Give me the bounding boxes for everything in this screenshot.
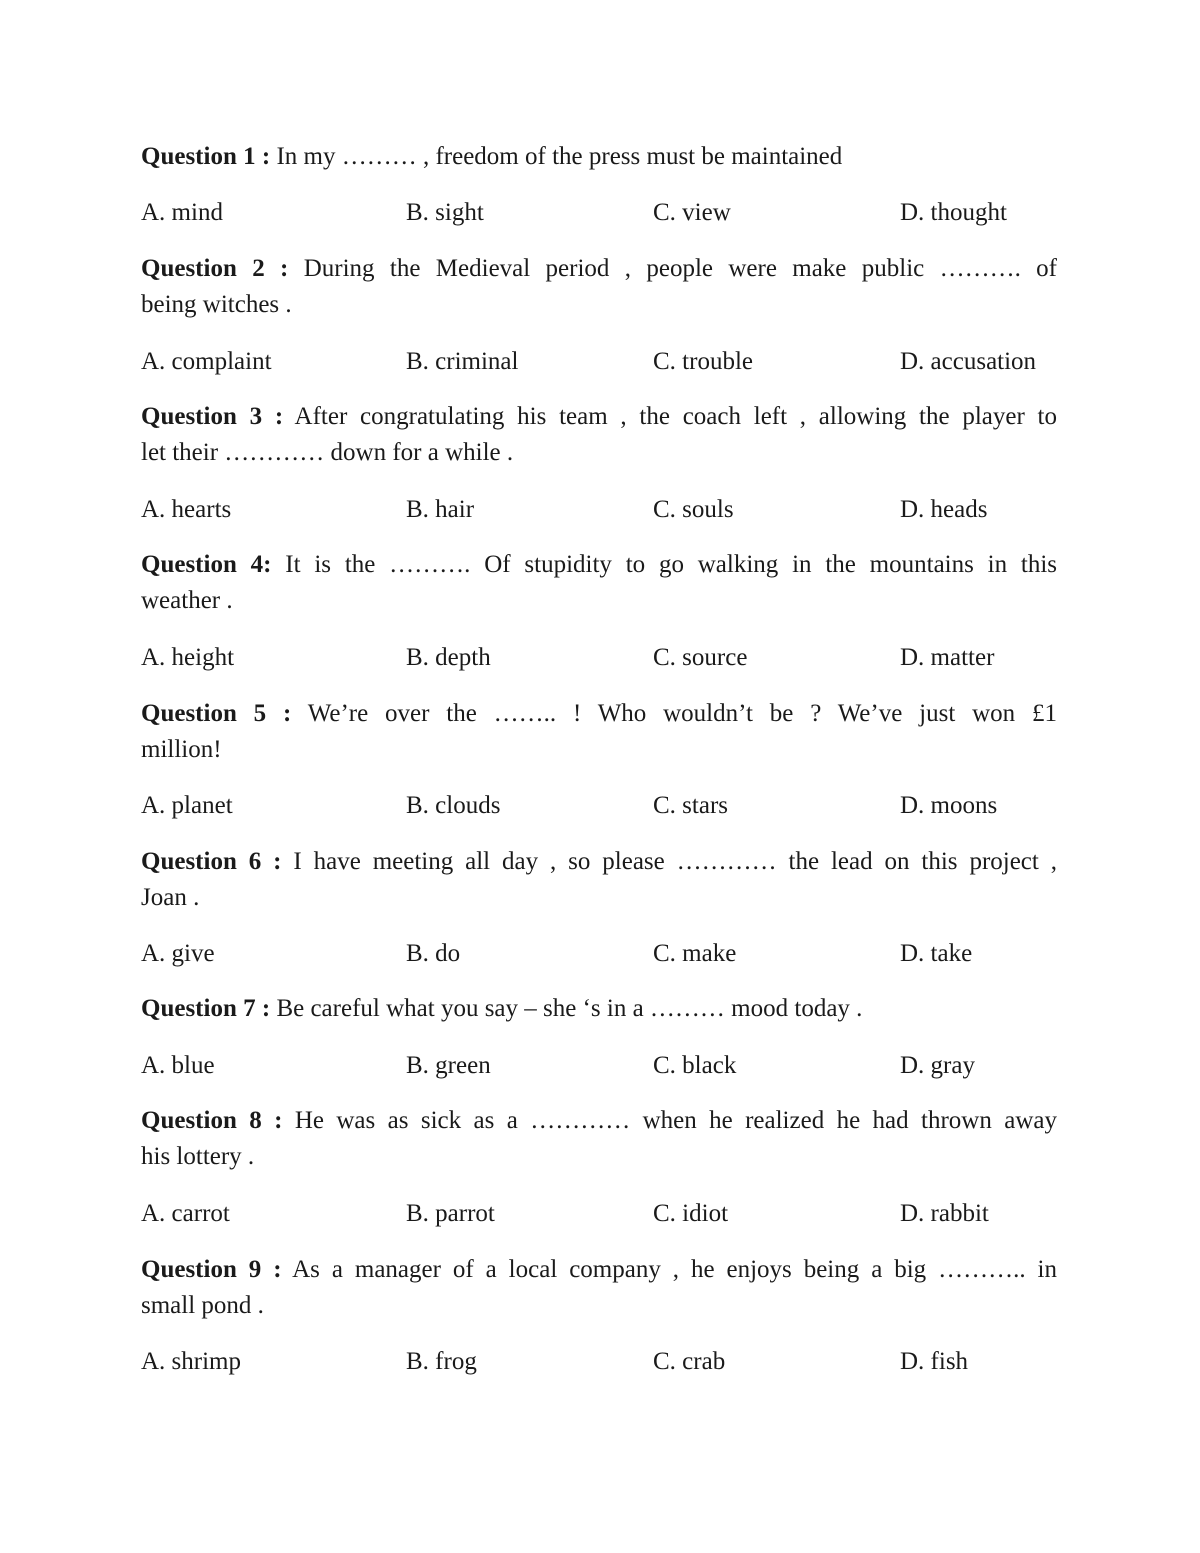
question-text: It is the ………. Of stupidity to go walking in the mountains in this <box>285 551 1058 578</box>
question-text: I have meeting all day , so please ………… the lead on this project , <box>293 848 1057 875</box>
option-a[interactable]: A. shrimp <box>141 1348 241 1375</box>
option-c[interactable]: C. crab <box>653 1348 726 1375</box>
option-c[interactable]: C. make <box>653 940 737 967</box>
question-4 <box>141 547 1057 619</box>
option-b[interactable]: B. parrot <box>406 1200 495 1227</box>
option-d[interactable]: D. accusation <box>900 348 1037 375</box>
question-7 <box>141 991 1057 1027</box>
question-label: Question 4: <box>141 551 272 578</box>
option-a[interactable]: A. blue <box>141 1052 215 1079</box>
option-a[interactable]: A. carrot <box>141 1200 230 1227</box>
question-line-2: let their ………… down for a while . <box>141 439 514 466</box>
question-6-options <box>141 936 1141 972</box>
option-b[interactable]: B. green <box>406 1052 491 1079</box>
question-label: Question 8 : <box>141 1107 283 1134</box>
option-a[interactable]: A. complaint <box>141 348 272 375</box>
option-c[interactable]: C. source <box>653 644 748 671</box>
option-d[interactable]: D. rabbit <box>900 1200 989 1227</box>
question-line-1 <box>141 1252 1057 1288</box>
option-b[interactable]: B. hair <box>406 496 475 523</box>
question-8 <box>141 1103 1057 1175</box>
question-line-1 <box>141 251 1057 287</box>
option-b[interactable]: B. do <box>406 940 461 967</box>
question-text: Be careful what you say – she ‘s in a ……… mood today . <box>276 995 863 1022</box>
question-line-1 <box>141 547 1057 583</box>
question-4-options <box>141 640 1141 676</box>
option-c[interactable]: C. idiot <box>653 1200 729 1227</box>
option-b[interactable]: B. frog <box>406 1348 477 1375</box>
option-c[interactable]: C. stars <box>653 792 728 819</box>
option-a[interactable]: A. planet <box>141 792 233 819</box>
option-d[interactable]: D. moons <box>900 792 998 819</box>
option-d[interactable]: D. matter <box>900 644 995 671</box>
question-label: Question 1 : <box>141 143 271 170</box>
question-label: Question 6 : <box>141 848 282 875</box>
question-3 <box>141 399 1057 471</box>
option-b[interactable]: B. clouds <box>406 792 501 819</box>
option-c[interactable]: C. black <box>653 1052 737 1079</box>
question-3-options <box>141 492 1141 528</box>
option-d[interactable]: D. gray <box>900 1052 975 1079</box>
question-1-options <box>141 195 1141 231</box>
option-d[interactable]: D. fish <box>900 1348 969 1375</box>
option-d[interactable]: D. heads <box>900 496 988 523</box>
question-text: As a manager of a local company , he enjoys being a big ……….. in <box>292 1256 1057 1283</box>
question-5 <box>141 696 1057 768</box>
question-text: In my ……… , freedom of the press must be maintained <box>276 143 843 170</box>
question-label: Question 2 : <box>141 255 289 282</box>
question-5-options <box>141 788 1141 824</box>
question-label: Question 7 : <box>141 995 271 1022</box>
question-8-options <box>141 1196 1141 1232</box>
question-line-2: being witches . <box>141 291 292 318</box>
option-d[interactable]: D. thought <box>900 199 1007 226</box>
question-line-1 <box>141 844 1057 880</box>
question-line-1 <box>141 1103 1057 1139</box>
question-line-2: his lottery . <box>141 1143 255 1170</box>
question-text: After congratulating his team , the coach left , allowing the player to <box>294 403 1057 430</box>
question-line-2: million! <box>141 736 222 763</box>
question-9-options <box>141 1344 1141 1380</box>
question-text: He was as sick as a ………… when he realized he had thrown away <box>294 1107 1057 1134</box>
option-a[interactable]: A. give <box>141 940 215 967</box>
option-b[interactable]: B. sight <box>406 199 484 226</box>
question-1 <box>141 139 1057 175</box>
option-a[interactable]: A. hearts <box>141 496 232 523</box>
question-line-2: Joan . <box>141 884 200 911</box>
question-line-1 <box>141 399 1057 435</box>
option-b[interactable]: B. criminal <box>406 348 519 375</box>
option-c[interactable]: C. view <box>653 199 731 226</box>
question-9 <box>141 1252 1057 1324</box>
question-line-2: small pond . <box>141 1292 264 1319</box>
question-2-options <box>141 344 1141 380</box>
question-6 <box>141 844 1057 916</box>
question-line-2: weather . <box>141 587 233 614</box>
question-7-options <box>141 1048 1141 1084</box>
option-a[interactable]: A. height <box>141 644 235 671</box>
option-c[interactable]: C. souls <box>653 496 734 523</box>
question-text: We’re over the …….. ! Who wouldn’t be ? We’ve just won £1 <box>307 700 1057 727</box>
question-2 <box>141 251 1057 323</box>
option-b[interactable]: B. depth <box>406 644 491 671</box>
question-line-1 <box>141 696 1057 732</box>
question-label: Question 3 : <box>141 403 284 430</box>
question-text: During the Medieval period , people were make public ………. of <box>303 255 1058 282</box>
question-label: Question 9 : <box>141 1256 282 1283</box>
option-c[interactable]: C. trouble <box>653 348 753 375</box>
option-d[interactable]: D. take <box>900 940 973 967</box>
option-a[interactable]: A. mind <box>141 199 223 226</box>
question-label: Question 5 : <box>141 700 292 727</box>
